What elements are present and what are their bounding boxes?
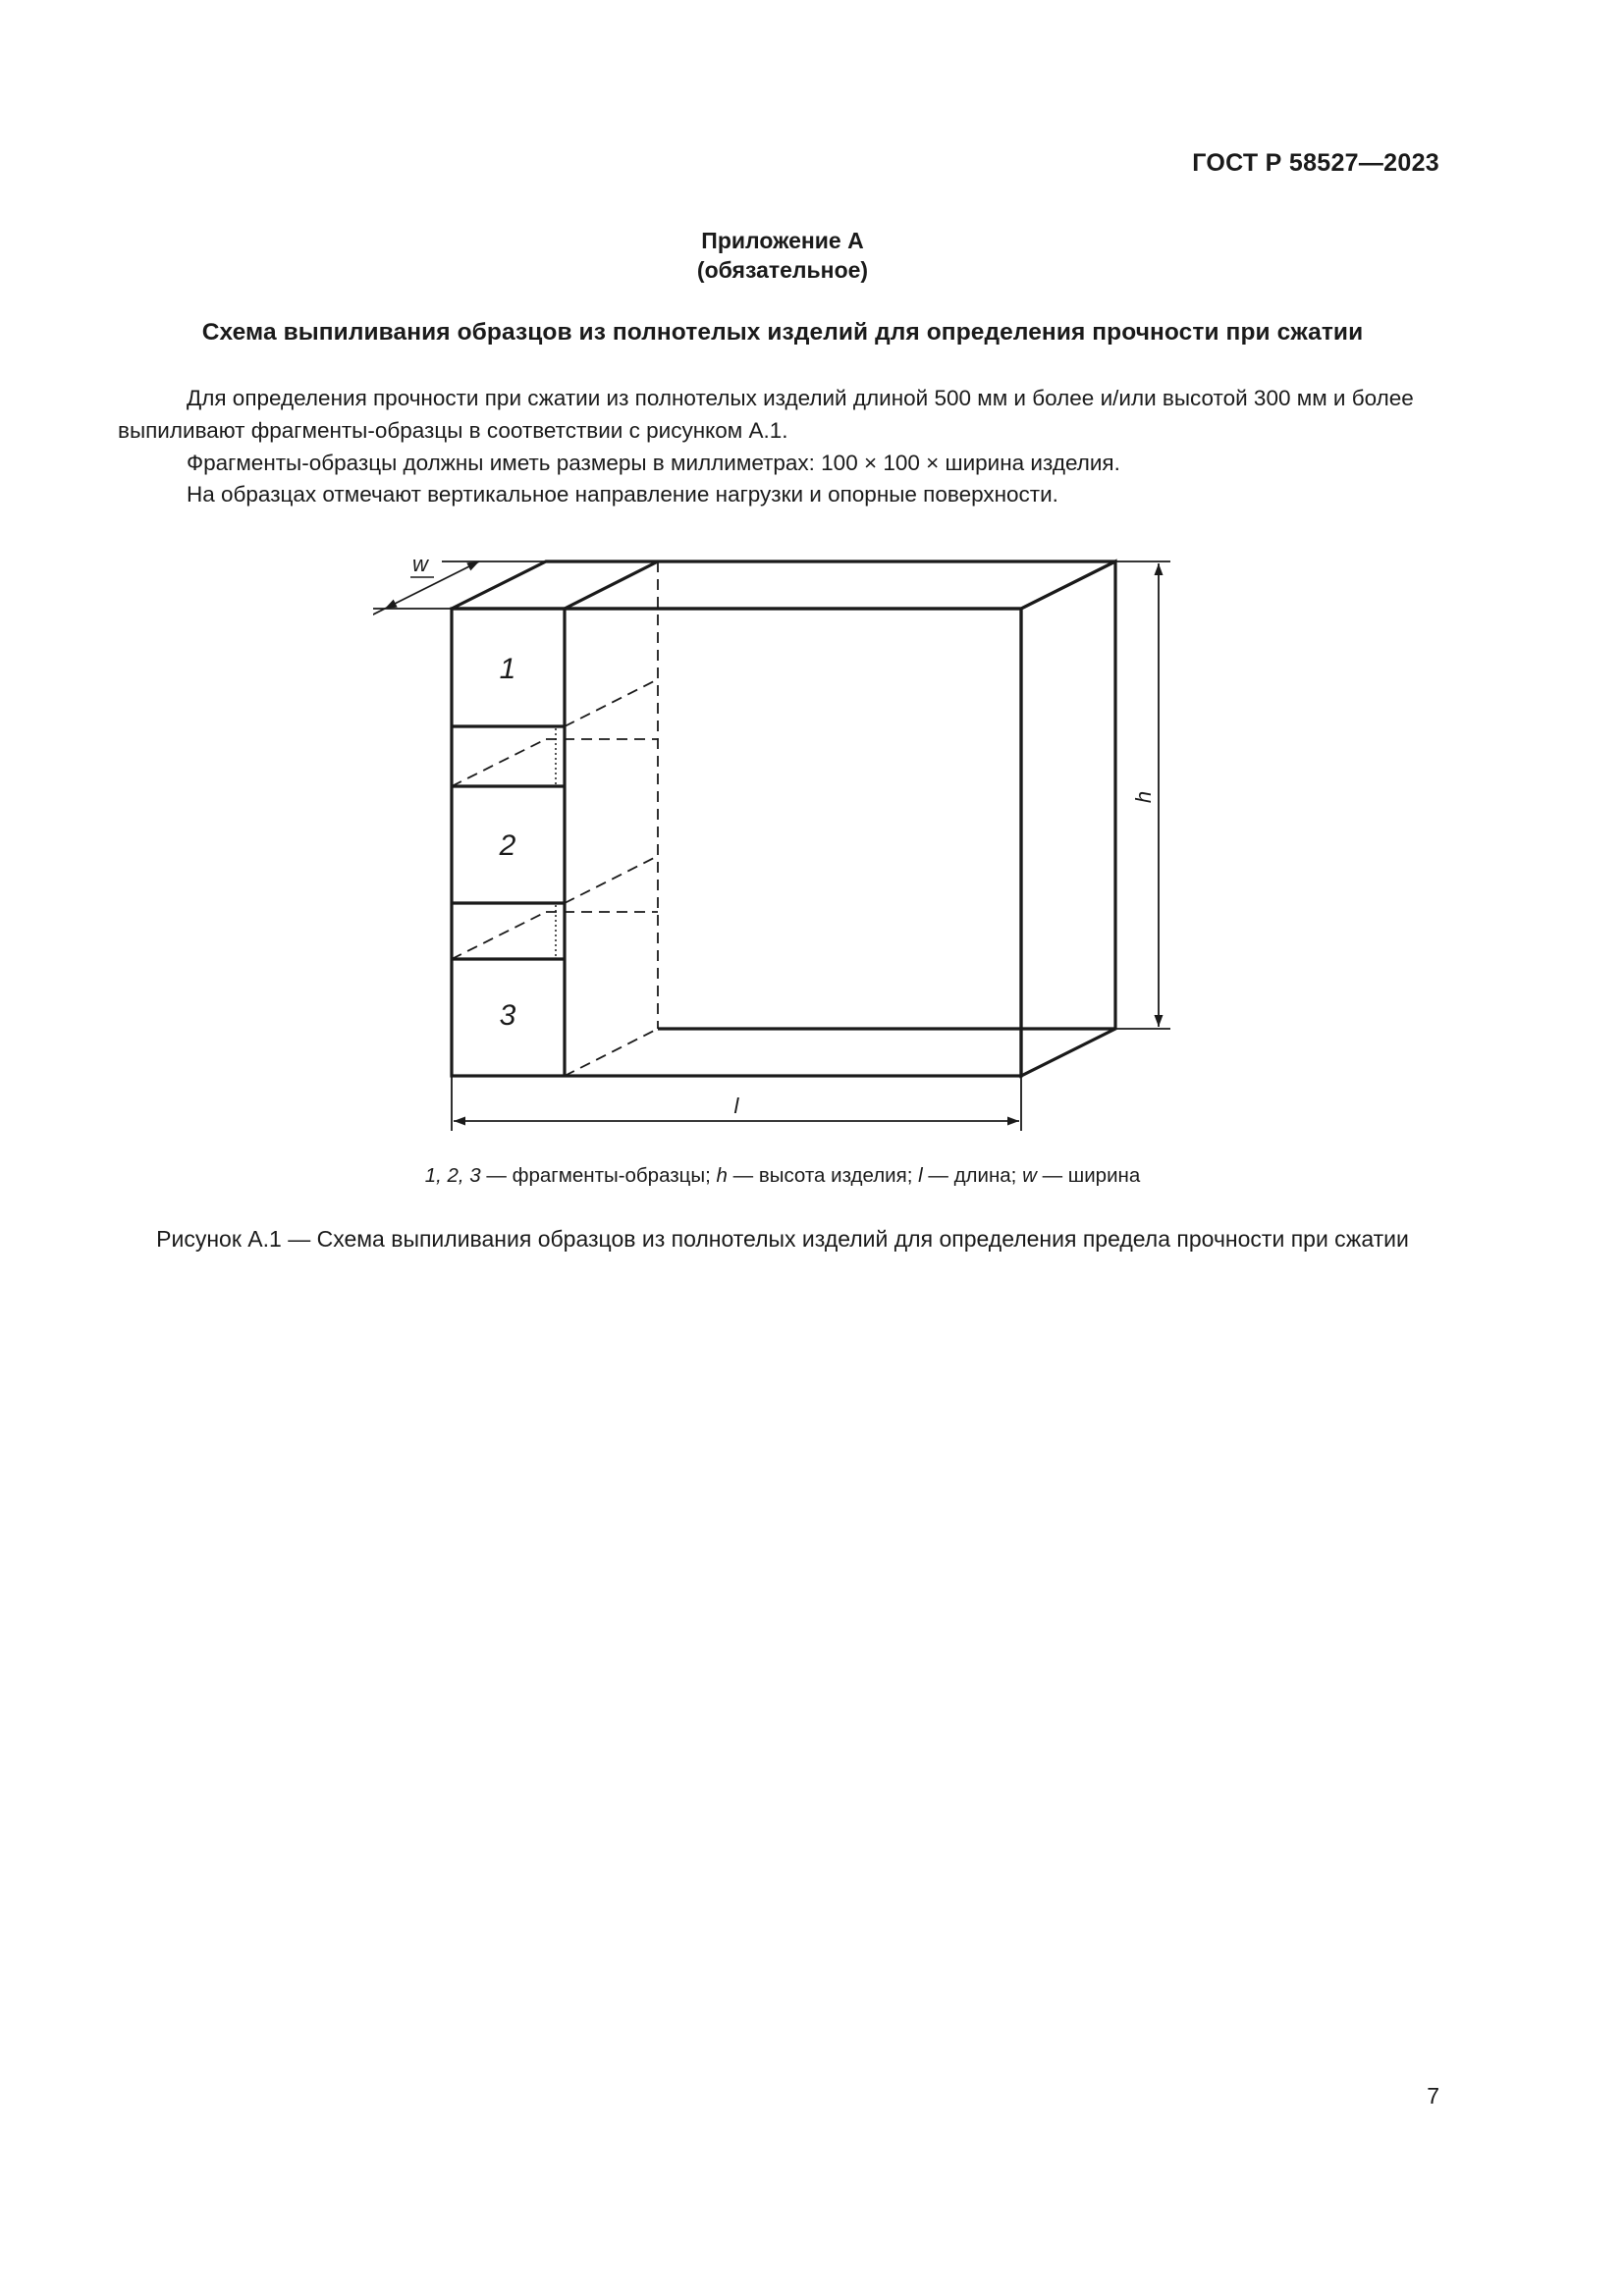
legend-samples-key: 1, 2, 3	[424, 1164, 481, 1187]
sample-2-label: 2	[499, 829, 516, 862]
body-paragraph-1: Для определения прочности при сжатии из полнотелых изделий длиной 500 мм и более и/или высотой 300 мм и более выпиливают фрагменты-образцы в соответствии с рисунком А.1.	[118, 386, 1414, 443]
body-paragraph-2: Фрагменты-образцы должны иметь размеры в миллиметрах: 100 × 100 × ширина изделия.	[187, 451, 1120, 475]
legend-l-key: l	[918, 1164, 923, 1187]
sample-1-label: 1	[499, 653, 516, 685]
product-block	[452, 561, 1115, 1076]
width-label: w	[412, 552, 428, 576]
standard-code: ГОСТ Р 58527—2023	[1192, 149, 1439, 177]
annex-status: (обязательное)	[696, 257, 869, 283]
legend-w-text: — ширина	[1036, 1164, 1141, 1187]
page-number: 7	[1427, 2083, 1439, 2109]
figure-caption: Рисунок А.1 — Схема выпиливания образцов из полнотелых изделий для определения предела прочности при сжатии	[156, 1226, 1409, 1252]
figure-a1-diagram	[373, 550, 1178, 1139]
legend-l-text: — длина;	[922, 1164, 1023, 1187]
block-right-face	[1021, 561, 1115, 1076]
annex-title: Приложение А	[701, 228, 864, 253]
section-title: Схема выпиливания образцов из полнотелых изделий для определения прочности при сжатии	[201, 319, 1364, 346]
figure-legend	[0, 1164, 1565, 1188]
legend-w-key: w	[1022, 1164, 1037, 1187]
height-label: h	[1131, 790, 1156, 804]
block-front-face	[452, 609, 1021, 1076]
sample-3-label: 3	[499, 999, 516, 1032]
hidden-edges	[452, 561, 658, 1076]
body-paragraph-3: На образцах отмечают вертикальное направление нагрузки и опорные поверхности.	[187, 482, 1058, 507]
legend-samples-text: — фрагменты-образцы;	[480, 1164, 717, 1187]
sample-1-top-edge	[565, 561, 658, 609]
legend-h-key: h	[716, 1164, 728, 1187]
legend-h-text: — высота изделия;	[727, 1164, 919, 1187]
block-top-face	[452, 561, 1115, 609]
length-label: l	[733, 1094, 739, 1118]
